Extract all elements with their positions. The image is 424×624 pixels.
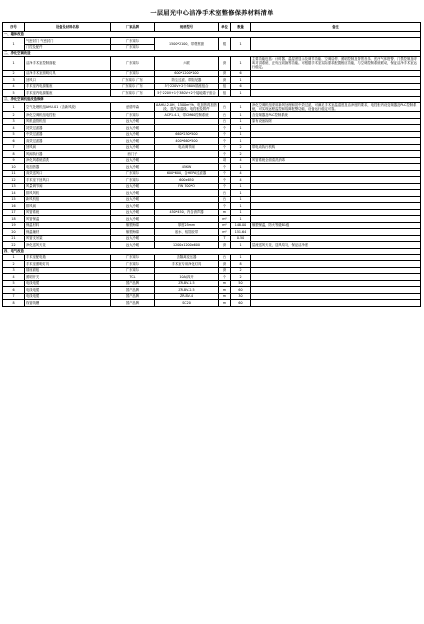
item-unit: 组 [219, 83, 231, 90]
column-header: 单位 [219, 23, 231, 32]
item-spec: ZR-BV-4 [155, 293, 219, 300]
item-unit: 台 [219, 196, 231, 203]
item-qty: 1 [231, 196, 251, 203]
item-name: 插座面板 [25, 267, 111, 274]
item-name: 净化空调机组电控柜 [25, 112, 111, 119]
item-name: 回风阀 [25, 144, 111, 151]
item-name: 保温材料 [25, 222, 111, 229]
item-qty: 1 [231, 216, 251, 223]
row-number: 14 [3, 190, 25, 197]
item-spec: 六联 [155, 57, 219, 71]
item-unit: 台 [219, 254, 231, 261]
row-number: 19 [3, 222, 25, 229]
item-name: 风阀执行器 [25, 151, 111, 158]
row-number: 18 [3, 216, 25, 223]
item-unit: 个 [219, 183, 231, 190]
row-number: 3 [3, 77, 25, 84]
item-spec: 5个220V+1个380V+2个接地端子组合 [155, 90, 219, 97]
item-qty: 1 [231, 183, 251, 190]
item-name: 风管保温 [25, 216, 111, 223]
item-qty: 1 [231, 102, 251, 111]
item-unit: 个 [219, 131, 231, 138]
item-unit: 项 [219, 157, 231, 164]
item-unit: 个 [219, 125, 231, 132]
item-unit: 套 [219, 70, 231, 77]
item-spec: 600*1200*100 [155, 70, 219, 77]
row-number: 17 [3, 209, 25, 216]
item-spec: ACP1.4.1，带CM60控制系统 [155, 112, 219, 119]
item-unit: m [219, 300, 231, 307]
item-qty: 1 [231, 131, 251, 138]
item-qty: 1 [231, 118, 251, 125]
row-number: 5 [3, 280, 25, 287]
item-qty: 1 [231, 164, 251, 171]
column-header: 序号 [3, 23, 25, 32]
row-number: 16 [3, 203, 25, 210]
item-note: 带电动执行机构 [251, 144, 421, 151]
item-qty: 1 [231, 254, 251, 261]
item-unit: 台 [219, 118, 231, 125]
row-number: 15 [3, 196, 25, 203]
item-name: 电加热器 [25, 164, 111, 171]
item-name: 初效过滤器 [25, 125, 111, 132]
row-number: 2 [3, 112, 25, 119]
item-note: 橡塑保温，防火等级B1级 [251, 222, 421, 229]
item-note [251, 38, 421, 51]
item-name: 风管系统 [25, 209, 111, 216]
item-unit: 套 [219, 242, 231, 249]
item-note: 层流送风天花，送风均匀，保证洁净度 [251, 242, 421, 249]
column-header: 厂家品牌 [111, 23, 155, 32]
item-brand: 远大冷暖 [111, 235, 155, 242]
item-brand: 国产品牌 [111, 287, 155, 294]
item-note: 净化空调机组采用新风处理和初中效过滤，可满足手术室温湿度及洁净度的要求，电控柜内设变频器及PLC控制系统，可实现远程监控和故障报警功能，设备运行稳定可靠。 [251, 102, 421, 111]
table-row [3, 102, 421, 111]
item-brand: 远大冷暖 [111, 131, 155, 138]
item-unit: 套 [219, 57, 231, 71]
row-number: 1 [3, 57, 25, 71]
item-spec: FW 700*O [155, 183, 219, 190]
item-brand: 广东赛尔 [111, 177, 155, 184]
item-brand: 爱德华森 [111, 102, 155, 111]
item-qty: 30 [231, 293, 251, 300]
item-unit: m [219, 287, 231, 294]
row-number: 7 [3, 144, 25, 151]
item-unit: 台 [219, 102, 231, 111]
item-qty: 1 [231, 203, 251, 210]
item-name: 风量调节阀 [25, 183, 111, 190]
item-spec: 胶水、铝箔胶带 [155, 229, 219, 236]
item-qty: 2 [231, 267, 251, 274]
item-qty: 1 [231, 125, 251, 132]
item-qty: 6 [231, 83, 251, 90]
item-brand: 远大冷暖 [111, 196, 155, 203]
item-unit: m² [219, 216, 231, 223]
item-spec: 45KW [155, 164, 219, 171]
item-brand: 远大冷暖 [111, 209, 155, 216]
item-name: 高效送风口 [25, 170, 111, 177]
item-brand: 橡塑海绵 [111, 229, 155, 236]
item-qty: 6 [231, 70, 251, 77]
item-spec: 600x650 [155, 177, 219, 184]
item-unit: 个 [219, 177, 231, 184]
item-brand: 广东赛尔 [111, 70, 155, 77]
item-spec: ZR-BV-1.5 [155, 280, 219, 287]
item-unit: m² [219, 229, 231, 236]
item-unit: 樘 [219, 38, 231, 51]
item-spec: 1500*2100，带观察窗 [155, 38, 219, 51]
item-unit: m [219, 280, 231, 287]
item-note [251, 300, 421, 307]
item-qty: 60 [231, 300, 251, 307]
item-unit: 个 [219, 203, 231, 210]
item-spec: 660*230*500 [155, 131, 219, 138]
item-brand: 橡塑海绵 [111, 222, 155, 229]
item-qty: 4 [231, 170, 251, 177]
item-spec: 含隔离变压器 [155, 254, 219, 261]
item-note: 原有设备拆除 [251, 118, 421, 125]
item-brand: 广东赛尔 广东 [111, 90, 155, 97]
item-brand: 远大冷暖 [111, 242, 155, 249]
item-qty: 4 [231, 157, 251, 164]
item-qty: 1 [231, 209, 251, 216]
item-name: 高效过滤器 [25, 138, 111, 145]
item-spec: 450*450，内含消声器 [155, 209, 219, 216]
item-spec: 防尘过滤、带阻尼器 [155, 77, 219, 84]
row-number: 3 [3, 118, 25, 125]
item-name: 洁净手术室照明灯具 [25, 70, 111, 77]
item-qty: 50 [231, 280, 251, 287]
item-name: 风机盘管机组 [25, 118, 111, 125]
item-unit: 台 [219, 112, 231, 119]
item-unit: 组 [219, 90, 231, 97]
item-brand: 广东赛尔 [111, 170, 155, 177]
item-brand: 远大冷暖 [111, 125, 155, 132]
row-number: 5 [3, 131, 25, 138]
row-number: 8 [3, 151, 25, 158]
item-brand: 远大冷暖 [111, 118, 155, 125]
row-number: 7 [3, 293, 25, 300]
item-name: 手术室下回风口 [25, 177, 111, 184]
item-name: 电线电缆 [25, 293, 111, 300]
item-name: 新风机组 [25, 196, 111, 203]
item-name: 回风口 [25, 77, 111, 84]
item-brand: 广东赛尔 [111, 254, 155, 261]
item-qty: 1 [231, 242, 251, 249]
item-brand: 国产品牌 [111, 300, 155, 307]
document-title: 一层屈光中心洁净手术室整修保养材料清单 [150, 10, 274, 17]
column-header: 数量 [231, 23, 251, 32]
item-name: 电线电缆 [25, 287, 111, 294]
item-name: 保温辅材 [25, 229, 111, 236]
item-spec: ZR-BV-2.5 [155, 287, 219, 294]
row-number: 5 [3, 90, 25, 97]
item-unit: T [219, 235, 231, 242]
row-number: 1 [3, 38, 25, 51]
row-number: 2 [3, 70, 25, 77]
row-number: 13 [3, 183, 25, 190]
row-number: 8 [3, 300, 25, 307]
item-brand: 远大冷暖 [111, 164, 155, 171]
item-brand: 远大冷暖 [111, 183, 155, 190]
item-qty: 0.50 [231, 235, 251, 242]
row-number: 1 [3, 102, 25, 111]
item-brand: 广东赛尔 [111, 261, 155, 268]
item-qty: 1 [231, 190, 251, 197]
item-brand: 西门子 [111, 151, 155, 158]
item-qty: 2 [231, 144, 251, 151]
item-note: 主要功能包括：计时器、温湿度显示及调节功能、空调启停、照明控制及背景音乐、医疗气体报警、门禁控制及呼叫对讲系统、正负压切换等功能。可根据手术室实际需求配置相应功能，与空调控制系统联动，保证洁净手术室运行稳定。 [251, 57, 421, 71]
row-number: 10 [3, 164, 25, 171]
item-name: 手术室内电源插座 [25, 83, 111, 90]
item-name: 气密封门 气密封门 [25, 38, 111, 45]
item-qty: 1 [231, 57, 251, 71]
materials-table [2, 22, 421, 307]
item-qty: 1 [231, 112, 251, 119]
item-unit: 套 [219, 267, 231, 274]
item-name: 电线电缆 [25, 280, 111, 287]
item-brand: 远大冷暖 [111, 203, 155, 210]
item-brand: 广东赛尔 [111, 38, 155, 45]
item-qty: 1 [231, 38, 251, 51]
section-label: 四、电气改造 [3, 248, 421, 254]
item-name: 照明开关 [25, 274, 111, 281]
table-body [3, 32, 421, 307]
row-number: 4 [3, 274, 25, 281]
item-brand: 国产品牌 [111, 293, 155, 300]
item-name: 门控及配件 [25, 44, 111, 51]
item-unit: 个 [219, 170, 231, 177]
row-number: 6 [3, 287, 25, 294]
item-brand: 广东赛尔 广东 [111, 83, 155, 90]
item-note: 风管系统全面清洗消毒 [251, 157, 421, 164]
item-qty: 8 [231, 261, 251, 268]
item-qty: 60 [231, 287, 251, 294]
section-label: 二、净化空调改造 [3, 51, 421, 57]
item-unit: 个 [219, 144, 231, 151]
item-spec: 5个220V+2个380V插座组合 [155, 83, 219, 90]
row-number: 22 [3, 242, 25, 249]
row-number: 4 [3, 125, 25, 132]
item-name: 排风风机 [25, 190, 111, 197]
item-name: 排风阀 [25, 203, 111, 210]
column-header: 设备及材料名称 [25, 23, 111, 32]
row-number: 11 [3, 170, 25, 177]
item-qty: 1 [231, 90, 251, 97]
item-qty: 151.64 [231, 229, 251, 236]
item-name: 风管支吊架 [25, 235, 111, 242]
item-spec: 厚度25mm [155, 222, 219, 229]
row-number: 2 [3, 261, 25, 268]
item-brand: 广东赛尔 [111, 112, 155, 119]
item-name: 空气处理机组AHU-01（含新风段） [25, 102, 111, 111]
item-brand: 广东赛尔 [111, 57, 155, 71]
item-qty: 1 [231, 138, 251, 145]
row-number: 20 [3, 229, 25, 236]
item-qty: 2 [231, 151, 251, 158]
item-name: 手术室内电源插座 [25, 90, 111, 97]
item-spec: 1200x1200x600 [155, 242, 219, 249]
column-header: 规格型号 [155, 23, 219, 32]
item-name: 线管线槽 [25, 300, 111, 307]
table-row [3, 57, 421, 71]
section-label: 三、净化空调机组改造维修 [3, 96, 421, 102]
item-spec: 600*600，含HEPA过滤器 [155, 170, 219, 177]
item-brand: 广东赛尔 [111, 267, 155, 274]
item-brand: 国产品牌 [111, 280, 155, 287]
row-number: 9 [3, 157, 25, 164]
row-number: 21 [3, 235, 25, 242]
item-unit: 台 [219, 190, 231, 197]
table-header-row [3, 23, 421, 32]
item-spec: 10A/四开 [155, 274, 219, 281]
column-header: 备注 [251, 23, 421, 32]
item-brand: 远大冷暖 [111, 157, 155, 164]
item-unit: 个 [219, 164, 231, 171]
item-unit: m [219, 293, 231, 300]
row-number: 3 [3, 267, 25, 274]
section-label: 一、墙体改造 [3, 32, 421, 38]
item-name: 手术室照明灯具 [25, 261, 111, 268]
row-number: 12 [3, 177, 25, 184]
item-unit: 套 [219, 261, 231, 268]
row-number: 6 [3, 138, 25, 145]
item-spec: 手术室专用净化灯具 [155, 261, 219, 268]
item-brand: 远大冷暖 [111, 216, 155, 223]
item-name: 净化送风天花 [25, 242, 111, 249]
item-unit: 个 [219, 138, 231, 145]
item-qty: 4 [231, 177, 251, 184]
item-unit: m² [219, 222, 231, 229]
item-name: 净化风系统清洗 [25, 157, 111, 164]
item-unit: 个 [219, 274, 231, 281]
item-brand: 广东赛尔 广东 [111, 77, 155, 84]
item-qty: 1 [231, 77, 251, 84]
item-note: 含变频器及PLC控制系统 [251, 112, 421, 119]
item-unit: m [219, 209, 231, 216]
table-row [3, 300, 421, 307]
row-number: 4 [3, 83, 25, 90]
item-spec: 400*660*500 [155, 138, 219, 145]
item-brand: 远大冷暖 [111, 144, 155, 151]
item-qty: 2 [231, 274, 251, 281]
item-name: 中效过滤器 [25, 131, 111, 138]
item-unit: 个 [219, 151, 231, 158]
item-spec: SC20 [155, 300, 219, 307]
item-unit: 套 [219, 77, 231, 84]
row-number: 1 [3, 254, 25, 261]
item-spec: AAHU-2.0H，1500m³/h，电加热再加热段、蒸汽加湿段、电控柜及附件 [156, 102, 217, 111]
item-qty: 148.00 [231, 222, 251, 229]
item-name: 手术室配电箱 [25, 254, 111, 261]
item-spec: 电动调节阀 [155, 144, 219, 151]
item-brand: 广东赛尔 [111, 44, 155, 51]
item-brand: 远大冷暖 [111, 138, 155, 145]
item-name: 洁净手术室控制面板 [25, 57, 111, 71]
item-brand: 远大冷暖 [111, 190, 155, 197]
item-brand: TCL [111, 274, 155, 281]
